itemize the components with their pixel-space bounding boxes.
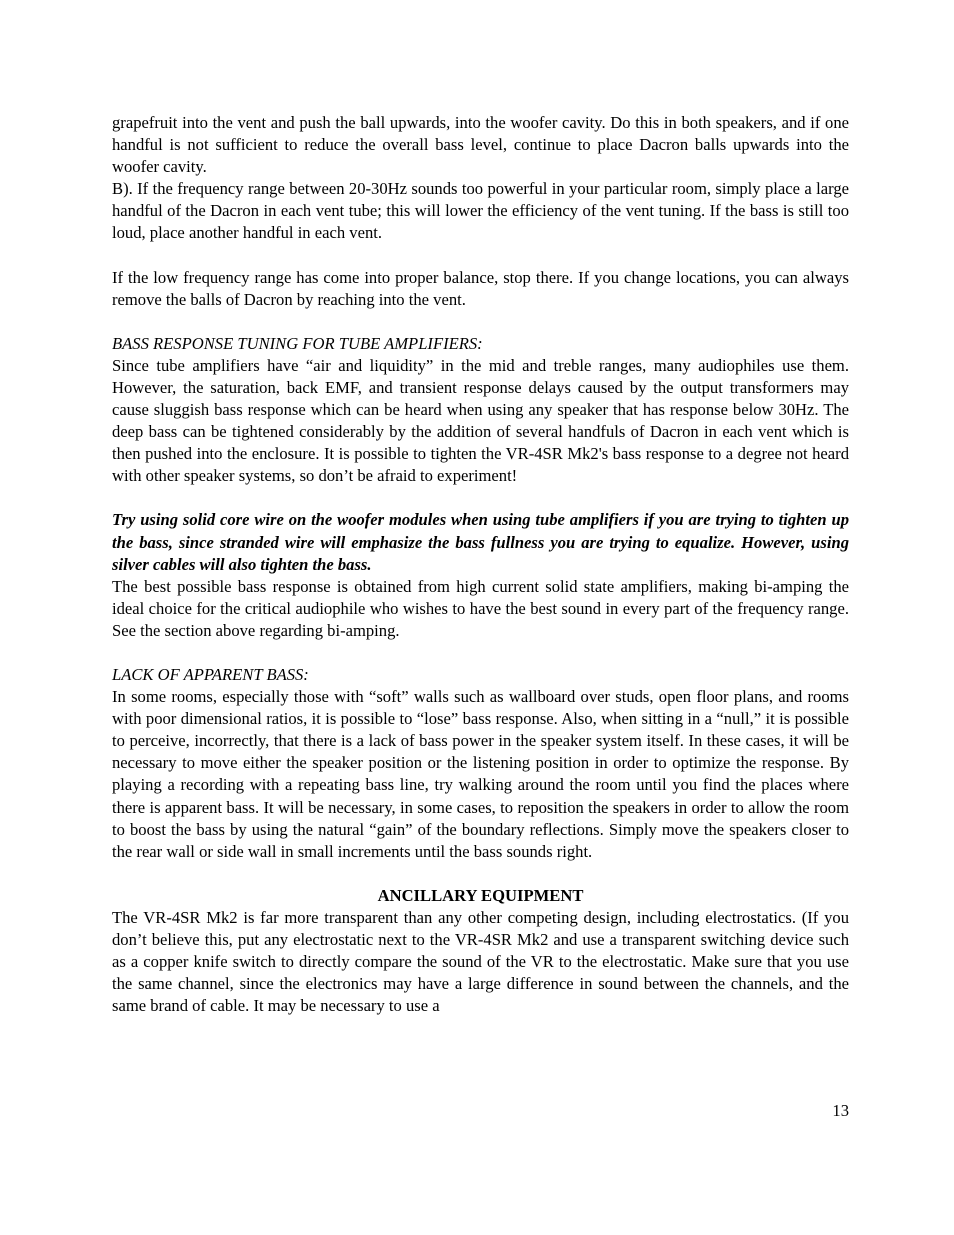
paragraph-tube-amplifiers: Since tube amplifiers have “air and liquidity” in the mid and treble ranges, many audiophiles use them. However, the saturation, back EMF, and transient response delays caused by the output transformers may cause sluggish bass response which can be heard when using any speaker that has response below 30Hz. The deep bass can be tightened considerably by the addition of several handfuls of Dacron in each vent which is then pushed into the enclosure. It is possible to tighten the VR-4SR Mk2's bass response to a degree not heard with other speaker systems, so don’t be afraid to experiment! [112,355,849,486]
paragraph-solid-state: The best possible bass response is obtained from high current solid state amplifiers, making bi-amping the ideal choice for the critical audiophile who wishes to have the best sound in every part of the frequency range. See the section above regarding bi-amping. [112,576,849,640]
paragraph-ancillary-equipment: The VR-4SR Mk2 is far more transparent than any other competing design, including electrostatics. (If you don’t believe this, put any electrostatic next to the VR-4SR Mk2 and use a transparent switching device such as a copper knife switch to directly compare the sound of the VR to the electrostatic. Make sure that you use the same channel, since the electronics may have a large difference in sound between the channels, and the same brand of cable. It may be necessary to use a [112,907,849,1016]
paragraph-20-30hz: B). If the frequency range between 20-30Hz sounds too powerful in your particular room, simply place a large handful of the Dacron in each vent tube; this will lower the efficiency of the vent tuning. If the bass is still too loud, place another handful in each vent. [112,179,849,243]
heading-lack-of-bass: LACK OF APPARENT BASS: [112,664,309,684]
paragraph-solid-core-wire: Try using solid core wire on the woofer modules when using tube amplifiers if you are trying to tighten up the bass, since stranded wire will emphasize the bass fullness you are trying to equalize. However, using silver cables will also tighten the bass. [112,510,849,574]
page-number: 13 [832,1101,849,1120]
heading-tube-amplifiers: BASS RESPONSE TUNING FOR TUBE AMPLIFIERS: [112,333,483,353]
paragraph-dacron-balls: grapefruit into the vent and push the ball upwards, into the woofer cavity. Do this in both speakers, and if one handful is not sufficient to reduce the overall bass level, continue to place Dacron balls upwards into the woofer cavity. [112,113,849,177]
paragraph-proper-balance: If the low frequency range has come into proper balance, stop there. If you change locations, you can always remove the balls of Dacron by reaching into the vent. [112,267,849,309]
document-page [112,112,849,1017]
heading-ancillary-equipment: ANCILLARY EQUIPMENT [377,885,584,905]
paragraph-lack-of-bass: In some rooms, especially those with “soft” walls such as wallboard over studs, open floor plans, and rooms with poor dimensional ratios, it is possible to “lose” bass response. Also, when sitting in a “null,” it is possible to perceive, incorrectly, that there is a lack of bass power in the speaker system itself. In these cases, it will be necessary to move either the speaker position or the listening position in order to optimize the response. By playing a recording with a repeating bass line, try walking around the room until you find the places where there is apparent bass. It will be necessary, in some cases, to reposition the speakers in order to allow the room to boost the bass by using the natural “gain” of the boundary reflections. Simply move the speakers closer to the rear wall or side wall in small increments until the bass sounds right. [112,687,849,861]
